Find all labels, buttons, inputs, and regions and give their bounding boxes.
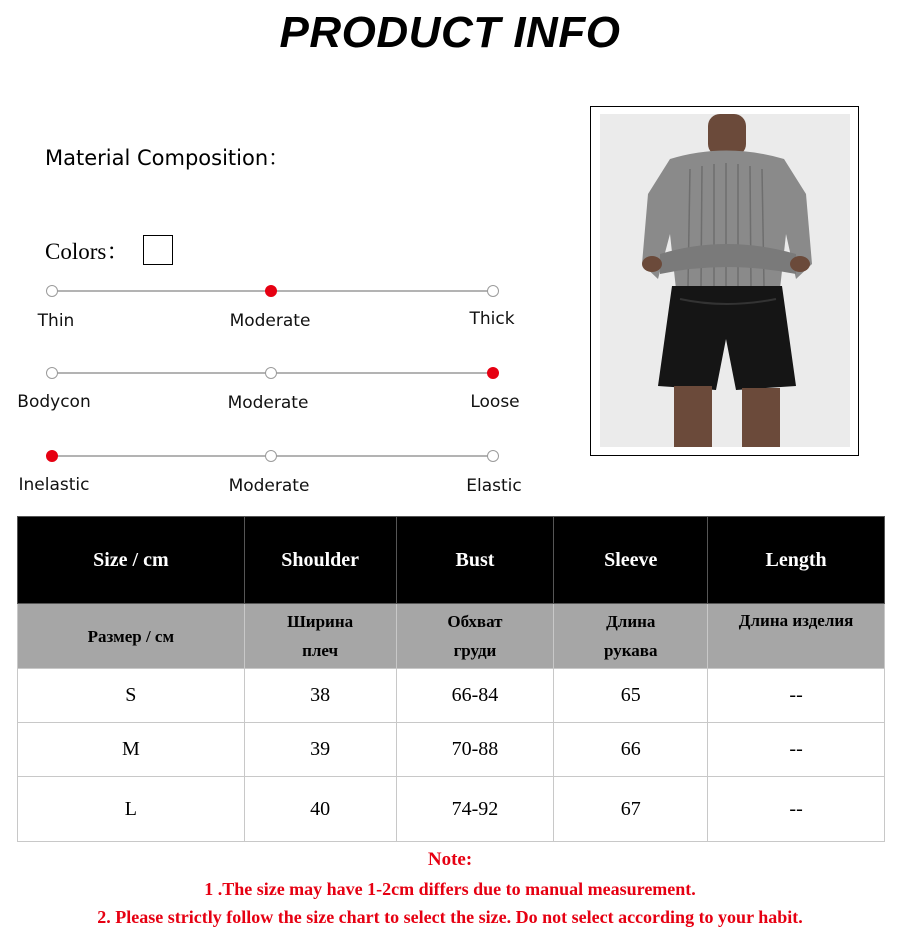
header-sleeve: Sleeve (554, 517, 708, 604)
cell-length: -- (708, 669, 885, 723)
product-photo (600, 114, 850, 447)
header-ru-shoulder: Ширина плеч (244, 604, 396, 669)
color-swatch (143, 235, 173, 265)
cell-shoulder: 40 (244, 777, 396, 842)
cell-length: -- (708, 777, 885, 842)
header-bust: Bust (396, 517, 554, 604)
cell-bust: 70-88 (396, 723, 554, 777)
header-size: Size / cm (18, 517, 245, 604)
colors-label: Colors： (45, 239, 130, 264)
thickness-scale (0, 290, 560, 350)
scale-label-thick: Thick (469, 309, 515, 329)
note-line-1: 1 .The size may have 1-2cm differs due to manual measurement. (204, 878, 696, 899)
scale-dot-elastic (487, 450, 499, 462)
scale-label-moderate: Moderate (227, 393, 309, 413)
scale-dot-moderate (265, 285, 277, 297)
notes-section (0, 846, 900, 932)
table-header-row-ru (18, 604, 885, 669)
note-line-2: 2. Please strictly follow the size chart to select the size. Do not select according to your habit. (97, 907, 803, 927)
header-length: Length (708, 517, 885, 604)
fit-scale (0, 372, 560, 432)
note-title: Note: (427, 849, 473, 870)
cell-bust: 66-84 (396, 669, 554, 723)
table-row (18, 723, 885, 777)
scale-label-elastic: Elastic (466, 476, 522, 496)
header-ru-length: Длина изделия (708, 604, 885, 669)
page-title: PRODUCT INFO (279, 8, 621, 57)
cell-shoulder: 38 (244, 669, 396, 723)
scale-dot-thin (46, 285, 58, 297)
table-header-row (18, 517, 885, 604)
scale-label-loose: Loose (470, 392, 520, 412)
material-composition-label: Material Composition： (45, 146, 290, 170)
scale-dot-bodycon (46, 367, 58, 379)
table-row (18, 669, 885, 723)
product-photo-frame (590, 106, 859, 456)
scale-label-moderate: Moderate (228, 476, 310, 496)
scale-label-thin: Thin (37, 311, 75, 331)
cell-size: S (18, 669, 245, 723)
scale-dot-inelastic (46, 450, 58, 462)
size-chart-table (17, 516, 885, 842)
scale-label-moderate: Moderate (229, 311, 311, 331)
scale-label-bodycon: Bodycon (17, 392, 91, 412)
scale-dot-loose (487, 367, 499, 379)
cell-length: -- (708, 723, 885, 777)
cell-size: M (18, 723, 245, 777)
header-ru-size: Размер / см (18, 604, 245, 669)
cell-sleeve: 66 (554, 723, 708, 777)
model-illustration (600, 114, 850, 447)
table-row (18, 777, 885, 842)
colors-row (45, 233, 173, 266)
cell-bust: 74-92 (396, 777, 554, 842)
cell-sleeve: 67 (554, 777, 708, 842)
cell-size: L (18, 777, 245, 842)
cell-sleeve: 65 (554, 669, 708, 723)
scale-label-inelastic: Inelastic (18, 475, 90, 495)
elasticity-scale (0, 455, 560, 515)
header-ru-sleeve: Длина рукава (554, 604, 708, 669)
scale-dot-thick (487, 285, 499, 297)
header-ru-bust: Обхват груди (396, 604, 554, 669)
scale-dot-moderate (265, 367, 277, 379)
cell-shoulder: 39 (244, 723, 396, 777)
scale-dot-moderate (265, 450, 277, 462)
header-shoulder: Shoulder (244, 517, 396, 604)
